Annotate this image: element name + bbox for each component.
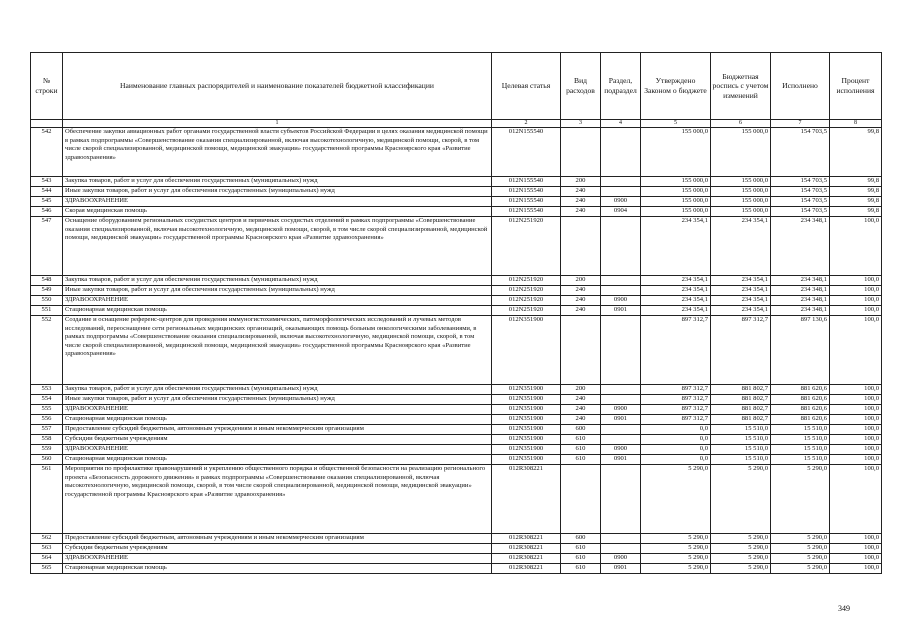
column-number: 8 <box>830 120 882 128</box>
row-number-cell: 559 <box>31 445 63 455</box>
expense-type-cell: 600 <box>561 425 601 435</box>
section-cell <box>601 316 641 385</box>
row-number-cell: 551 <box>31 306 63 316</box>
table-row <box>31 217 882 276</box>
approved-cell: 897 312,7 <box>641 395 711 405</box>
row-name-cell: Иные закупки товаров, работ и услуг для обеспечения государственных (муниципальных) нужд <box>63 187 492 197</box>
table-row <box>31 435 882 445</box>
percent-cell: 100,0 <box>830 415 882 425</box>
percent-cell: 100,0 <box>830 425 882 435</box>
budget-schedule-cell: 881 802,7 <box>711 415 771 425</box>
table-row <box>31 425 882 435</box>
row-number-cell: 564 <box>31 554 63 564</box>
table-row <box>31 534 882 544</box>
table-row <box>31 564 882 574</box>
expense-type-cell: 240 <box>561 207 601 217</box>
table-row <box>31 177 882 187</box>
header-section: Раздел, подраздел <box>601 53 641 120</box>
row-number-cell: 552 <box>31 316 63 385</box>
section-cell: 0901 <box>601 306 641 316</box>
percent-cell: 100,0 <box>830 534 882 544</box>
table-row <box>31 385 882 395</box>
target-article-cell: 012N351900 <box>492 395 561 405</box>
row-number-cell: 547 <box>31 217 63 276</box>
percent-cell: 100,0 <box>830 385 882 395</box>
expense-type-cell: 240 <box>561 306 601 316</box>
percent-cell: 100,0 <box>830 286 882 296</box>
expense-type-cell: 600 <box>561 534 601 544</box>
expense-type-cell <box>561 316 601 385</box>
row-name-cell: ЗДРАВООХРАНЕНИЕ <box>63 296 492 306</box>
budget-schedule-cell: 234 354,1 <box>711 276 771 286</box>
executed-cell: 154 703,5 <box>771 128 830 177</box>
table-row <box>31 455 882 465</box>
header-row <box>31 53 882 120</box>
expense-type-cell: 240 <box>561 296 601 306</box>
budget-schedule-cell: 234 354,1 <box>711 286 771 296</box>
target-article-cell: 012N251920 <box>492 296 561 306</box>
row-number-cell: 558 <box>31 435 63 445</box>
section-cell: 0901 <box>601 415 641 425</box>
approved-cell: 234 354,1 <box>641 286 711 296</box>
row-name-cell: Оснащение оборудованием региональных сосудистых центров и первичных сосудистых отделений в рамках подпрограммы «Совершенствование оказания специализированной, включая высокотехнологичную, медицинской помощи, скорой, в том числе скорой специализированной, медицинской помощи, медицинской эвакуации» государственной программы Красноярского края «Развитие здравоохранения» <box>63 217 492 276</box>
row-name-cell: Предоставление субсидий бюджетным, автономным учреждениям и иным некоммерческим организациям <box>63 534 492 544</box>
expense-type-cell: 610 <box>561 455 601 465</box>
approved-cell: 155 000,0 <box>641 177 711 187</box>
table-row <box>31 465 882 534</box>
row-name-cell: Субсидии бюджетным учреждениям <box>63 544 492 554</box>
executed-cell: 5 290,0 <box>771 534 830 544</box>
row-number-cell: 555 <box>31 405 63 415</box>
percent-cell: 100,0 <box>830 544 882 554</box>
row-number-cell: 560 <box>31 455 63 465</box>
budget-schedule-cell: 155 000,0 <box>711 128 771 177</box>
executed-cell: 234 348,1 <box>771 286 830 296</box>
table-row <box>31 286 882 296</box>
executed-cell: 234 348,1 <box>771 296 830 306</box>
expense-type-cell: 240 <box>561 395 601 405</box>
row-number-cell: 563 <box>31 544 63 554</box>
approved-cell: 897 312,7 <box>641 385 711 395</box>
section-cell <box>601 544 641 554</box>
section-cell: 0901 <box>601 564 641 574</box>
header-expense-type: Вид расходов <box>561 53 601 120</box>
approved-cell: 155 000,0 <box>641 128 711 177</box>
expense-type-cell: 240 <box>561 197 601 207</box>
budget-schedule-cell: 881 802,7 <box>711 385 771 395</box>
target-article-cell: 012R308221 <box>492 554 561 564</box>
approved-cell: 5 290,0 <box>641 554 711 564</box>
row-name-cell: Мероприятия по профилактике правонарушений и укреплению общественного порядка и общественной безопасности на реализацию регионального проекта «Безопасность дорожного движения» в рамках подпрограммы «Совершенствование оказания специализированной, включая высокотехнологичную, медицинской помощи, скорой, в том числе скорой специализированной, медицинской помощи, медицинской эвакуации» государственной программы Красноярского края «Развитие здравоохранения» <box>63 465 492 534</box>
table-row <box>31 276 882 286</box>
table-row <box>31 296 882 306</box>
budget-schedule-cell: 5 290,0 <box>711 544 771 554</box>
percent-cell: 99,8 <box>830 128 882 177</box>
row-name-cell: Скорая медицинская помощь <box>63 207 492 217</box>
approved-cell: 155 000,0 <box>641 207 711 217</box>
column-number-row <box>31 120 882 128</box>
column-number: 1 <box>63 120 492 128</box>
row-name-cell: ЗДРАВООХРАНЕНИЕ <box>63 197 492 207</box>
target-article-cell: 012N351900 <box>492 385 561 395</box>
budget-schedule-cell: 881 802,7 <box>711 405 771 415</box>
table-row <box>31 415 882 425</box>
executed-cell: 154 703,5 <box>771 187 830 197</box>
target-article-cell: 012N155540 <box>492 177 561 187</box>
section-cell: 0900 <box>601 445 641 455</box>
executed-cell: 5 290,0 <box>771 554 830 564</box>
approved-cell: 0,0 <box>641 455 711 465</box>
target-article-cell: 012N351900 <box>492 455 561 465</box>
target-article-cell: 012N155540 <box>492 197 561 207</box>
row-name-cell: Стационарная медицинская помощь <box>63 455 492 465</box>
approved-cell: 897 312,7 <box>641 316 711 385</box>
row-number-cell: 546 <box>31 207 63 217</box>
row-name-cell: Предоставление субсидий бюджетным, автономным учреждениям и иным некоммерческим организациям <box>63 425 492 435</box>
column-number: 4 <box>601 120 641 128</box>
approved-cell: 234 354,1 <box>641 217 711 276</box>
target-article-cell: 012N251920 <box>492 217 561 276</box>
target-article-cell: 012N351900 <box>492 415 561 425</box>
target-article-cell: 012N155540 <box>492 207 561 217</box>
header-percent: Процент исполнения <box>830 53 882 120</box>
table-row <box>31 544 882 554</box>
row-number-cell: 549 <box>31 286 63 296</box>
target-article-cell: 012N251920 <box>492 276 561 286</box>
target-article-cell: 012N251920 <box>492 286 561 296</box>
row-name-cell: Закупка товаров, работ и услуг для обеспечения государственных (муниципальных) нужд <box>63 276 492 286</box>
percent-cell: 100,0 <box>830 296 882 306</box>
budget-schedule-cell: 155 000,0 <box>711 207 771 217</box>
row-name-cell: Стационарная медицинская помощь <box>63 564 492 574</box>
target-article-cell: 012N351900 <box>492 425 561 435</box>
budget-schedule-cell: 881 802,7 <box>711 395 771 405</box>
expense-type-cell: 610 <box>561 445 601 455</box>
expense-type-cell: 200 <box>561 385 601 395</box>
row-number-cell: 561 <box>31 465 63 534</box>
section-cell: 0904 <box>601 207 641 217</box>
expense-type-cell <box>561 128 601 177</box>
executed-cell: 5 290,0 <box>771 544 830 554</box>
target-article-cell: 012R308221 <box>492 544 561 554</box>
percent-cell: 100,0 <box>830 455 882 465</box>
row-number-cell: 557 <box>31 425 63 435</box>
target-article-cell: 012R308221 <box>492 564 561 574</box>
section-cell <box>601 217 641 276</box>
budget-schedule-cell: 155 000,0 <box>711 187 771 197</box>
header-row-number: № строки <box>31 53 63 120</box>
column-number: 7 <box>771 120 830 128</box>
column-number <box>31 120 63 128</box>
percent-cell: 100,0 <box>830 316 882 385</box>
expense-type-cell: 200 <box>561 276 601 286</box>
percent-cell: 100,0 <box>830 445 882 455</box>
percent-cell: 100,0 <box>830 465 882 534</box>
approved-cell: 5 290,0 <box>641 534 711 544</box>
row-number-cell: 550 <box>31 296 63 306</box>
budget-schedule-cell: 15 510,0 <box>711 455 771 465</box>
expense-type-cell: 610 <box>561 554 601 564</box>
table-row <box>31 554 882 564</box>
header-approved: Утверждено Законом о бюджете <box>641 53 711 120</box>
budget-schedule-cell: 5 290,0 <box>711 465 771 534</box>
table-row <box>31 445 882 455</box>
approved-cell: 234 354,1 <box>641 276 711 286</box>
section-cell: 0900 <box>601 554 641 564</box>
percent-cell: 99,8 <box>830 197 882 207</box>
expense-type-cell <box>561 217 601 276</box>
table-row <box>31 207 882 217</box>
budget-schedule-cell: 5 290,0 <box>711 554 771 564</box>
row-name-cell: ЗДРАВООХРАНЕНИЕ <box>63 554 492 564</box>
header-budget-schedule: Бюджетная роспись с учетом изменений <box>711 53 771 120</box>
table-row <box>31 197 882 207</box>
target-article-cell: 012N351900 <box>492 435 561 445</box>
section-cell <box>601 465 641 534</box>
row-name-cell: ЗДРАВООХРАНЕНИЕ <box>63 445 492 455</box>
row-number-cell: 543 <box>31 177 63 187</box>
executed-cell: 881 620,6 <box>771 395 830 405</box>
budget-schedule-cell: 897 312,7 <box>711 316 771 385</box>
section-cell <box>601 534 641 544</box>
section-cell <box>601 128 641 177</box>
approved-cell: 5 290,0 <box>641 564 711 574</box>
expense-type-cell: 200 <box>561 177 601 187</box>
row-name-cell: Иные закупки товаров, работ и услуг для обеспечения государственных (муниципальных) нужд <box>63 395 492 405</box>
section-cell: 0900 <box>601 197 641 207</box>
executed-cell: 15 510,0 <box>771 445 830 455</box>
section-cell <box>601 425 641 435</box>
table-row <box>31 395 882 405</box>
target-article-cell: 012N351900 <box>492 445 561 455</box>
section-cell <box>601 187 641 197</box>
row-name-cell: Стационарная медицинская помощь <box>63 415 492 425</box>
approved-cell: 0,0 <box>641 435 711 445</box>
target-article-cell: 012N351900 <box>492 405 561 415</box>
target-article-cell: 012N155540 <box>492 187 561 197</box>
section-cell <box>601 435 641 445</box>
budget-schedule-cell: 155 000,0 <box>711 197 771 207</box>
approved-cell: 0,0 <box>641 445 711 455</box>
executed-cell: 881 620,6 <box>771 385 830 395</box>
target-article-cell: 012R308221 <box>492 534 561 544</box>
budget-schedule-cell: 234 354,1 <box>711 296 771 306</box>
header-name: Наименование главных распорядителей и наименование показателей бюджетной классификации <box>63 53 492 120</box>
expense-type-cell: 240 <box>561 187 601 197</box>
executed-cell: 234 348,1 <box>771 276 830 286</box>
column-number: 5 <box>641 120 711 128</box>
executed-cell: 234 348,1 <box>771 217 830 276</box>
approved-cell: 155 000,0 <box>641 197 711 207</box>
expense-type-cell <box>561 465 601 534</box>
expense-type-cell: 240 <box>561 405 601 415</box>
row-number-cell: 556 <box>31 415 63 425</box>
approved-cell: 897 312,7 <box>641 415 711 425</box>
percent-cell: 100,0 <box>830 405 882 415</box>
executed-cell: 881 620,6 <box>771 405 830 415</box>
table-row <box>31 306 882 316</box>
row-number-cell: 548 <box>31 276 63 286</box>
approved-cell: 5 290,0 <box>641 465 711 534</box>
row-number-cell: 554 <box>31 395 63 405</box>
approved-cell: 5 290,0 <box>641 544 711 554</box>
budget-table <box>30 52 882 574</box>
executed-cell: 234 348,1 <box>771 306 830 316</box>
executed-cell: 15 510,0 <box>771 435 830 445</box>
row-number-cell: 562 <box>31 534 63 544</box>
row-name-cell: Создание и оснащение референс-центров для проведения иммуногистохимических, патоморфологических исследований и лучевых методов исследований, переоснащение сети региональных медицинских организаций, оказывающих помощь больным онкологическими заболеваниями, в рамках подпрограммы «Совершенствование оказания специализированной, включая высокотехнологичную, медицинской помощи, скорой, в том числе скорой специализированной, медицинской помощи, медицинской эвакуации» государственной программы Красноярского края «Развитие здравоохранения» <box>63 316 492 385</box>
percent-cell: 99,8 <box>830 177 882 187</box>
budget-schedule-cell: 15 510,0 <box>711 435 771 445</box>
percent-cell: 99,8 <box>830 187 882 197</box>
percent-cell: 100,0 <box>830 306 882 316</box>
section-cell: 0900 <box>601 296 641 306</box>
percent-cell: 100,0 <box>830 217 882 276</box>
target-article-cell: 012N251920 <box>492 306 561 316</box>
percent-cell: 100,0 <box>830 564 882 574</box>
executed-cell: 897 130,6 <box>771 316 830 385</box>
table-body <box>31 128 882 574</box>
row-number-cell: 542 <box>31 128 63 177</box>
expense-type-cell: 240 <box>561 415 601 425</box>
target-article-cell: 012R308221 <box>492 465 561 534</box>
expense-type-cell: 610 <box>561 544 601 554</box>
section-cell <box>601 395 641 405</box>
expense-type-cell: 610 <box>561 564 601 574</box>
header-target-article: Целевая статья <box>492 53 561 120</box>
approved-cell: 234 354,1 <box>641 296 711 306</box>
budget-schedule-cell: 155 000,0 <box>711 177 771 187</box>
executed-cell: 15 510,0 <box>771 455 830 465</box>
target-article-cell: 012N155540 <box>492 128 561 177</box>
row-number-cell: 565 <box>31 564 63 574</box>
percent-cell: 100,0 <box>830 435 882 445</box>
expense-type-cell: 240 <box>561 286 601 296</box>
header-executed: Исполнено <box>771 53 830 120</box>
approved-cell: 155 000,0 <box>641 187 711 197</box>
budget-schedule-cell: 234 354,1 <box>711 306 771 316</box>
column-number: 2 <box>492 120 561 128</box>
table-row <box>31 128 882 177</box>
column-number: 6 <box>711 120 771 128</box>
approved-cell: 234 354,1 <box>641 306 711 316</box>
row-number-cell: 553 <box>31 385 63 395</box>
budget-schedule-cell: 5 290,0 <box>711 564 771 574</box>
executed-cell: 5 290,0 <box>771 465 830 534</box>
executed-cell: 5 290,0 <box>771 564 830 574</box>
section-cell: 0901 <box>601 455 641 465</box>
executed-cell: 154 703,5 <box>771 197 830 207</box>
percent-cell: 100,0 <box>830 554 882 564</box>
section-cell <box>601 276 641 286</box>
table-row <box>31 405 882 415</box>
section-cell <box>601 177 641 187</box>
budget-schedule-cell: 5 290,0 <box>711 534 771 544</box>
executed-cell: 881 620,6 <box>771 415 830 425</box>
target-article-cell: 012N351900 <box>492 316 561 385</box>
expense-type-cell: 610 <box>561 435 601 445</box>
row-name-cell: Иные закупки товаров, работ и услуг для обеспечения государственных (муниципальных) нужд <box>63 286 492 296</box>
section-cell <box>601 286 641 296</box>
row-number-cell: 544 <box>31 187 63 197</box>
budget-schedule-cell: 15 510,0 <box>711 445 771 455</box>
row-name-cell: ЗДРАВООХРАНЕНИЕ <box>63 405 492 415</box>
executed-cell: 15 510,0 <box>771 425 830 435</box>
executed-cell: 154 703,5 <box>771 207 830 217</box>
approved-cell: 0,0 <box>641 425 711 435</box>
budget-schedule-cell: 234 354,1 <box>711 217 771 276</box>
column-number: 3 <box>561 120 601 128</box>
executed-cell: 154 703,5 <box>771 177 830 187</box>
approved-cell: 897 312,7 <box>641 405 711 415</box>
percent-cell: 99,8 <box>830 207 882 217</box>
row-name-cell: Закупка товаров, работ и услуг для обеспечения государственных (муниципальных) нужд <box>63 177 492 187</box>
row-name-cell: Стационарная медицинская помощь <box>63 306 492 316</box>
page-number: 349 <box>838 604 850 613</box>
row-name-cell: Обеспечение закупки авиационных работ органами государственной власти субъектов Российской Федерации в целях оказания медицинской помощи в рамках подпрограммы «Совершенствование оказания специализированной, включая высокотехнологичную, медицинской помощи, скорой, в том числе скорой специализированной, медицинской помощи, медицинской эвакуации» государственной программы Красноярского края «Развитие здравоохранения» <box>63 128 492 177</box>
section-cell <box>601 385 641 395</box>
section-cell: 0900 <box>601 405 641 415</box>
table-row <box>31 316 882 385</box>
percent-cell: 100,0 <box>830 276 882 286</box>
percent-cell: 100,0 <box>830 395 882 405</box>
row-name-cell: Закупка товаров, работ и услуг для обеспечения государственных (муниципальных) нужд <box>63 385 492 395</box>
row-number-cell: 545 <box>31 197 63 207</box>
table-row <box>31 187 882 197</box>
budget-schedule-cell: 15 510,0 <box>711 425 771 435</box>
row-name-cell: Субсидии бюджетным учреждениям <box>63 435 492 445</box>
